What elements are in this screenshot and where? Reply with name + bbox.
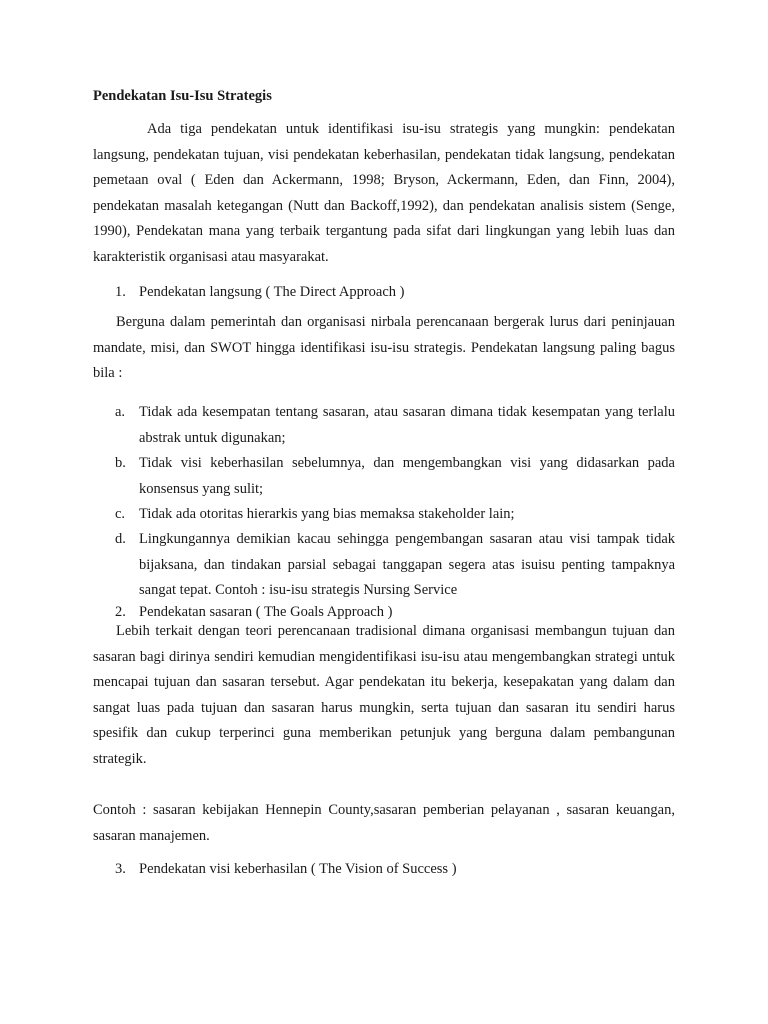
section-2-example: Contoh : sasaran kebijakan Hennepin County,sasaran pemberian pelayanan , sasaran keuangan, sasaran manajemen. (93, 802, 675, 844)
list-letter: b. (115, 455, 126, 471)
list-letter: d. (115, 531, 126, 547)
section-number: 3. (115, 861, 126, 877)
list-letter: a. (115, 404, 126, 420)
list-item-text: Tidak ada otoritas hierarkis yang bias memaksa stakeholder lain; (139, 506, 515, 522)
intro-paragraph: Ada tiga pendekatan untuk identifikasi isu-isu strategis yang mungkin: pendekatan langsung, pendekatan tujuan, visi pendekatan keberhasilan, pendekatan tidak langsung, pendekatan pemetaan oval ( Eden dan Ackermann, 1998; Bryson, Ackermann, Eden, dan Finn, 2004), pendekatan masalah ketegangan (Nutt dan Backoff,1992), dan pendekatan analisis sistem (Senge, 1990), Pendekatan mana yang terbaik tergantung pada sifat dari lingkungan yang lebih luas dan karakteristik organisasi atau masyarakat. (93, 121, 675, 265)
section-2-paragraph: Lebih terkait dengan teori perencanaan tradisional dimana organisasi membangun tujuan dan sasaran bagi dirinya sendiri kemudian mengidentifikasi isu-isu atau mengembangkan strategi untuk mencapai tujuan dan sasaran tersebut. Agar pendekatan itu bekerja, kesepakatan yang dalam dan sangat luas pada tujuan dan sasaran harus mungkin, serta tujuan dan sasaran itu sendiri harus spesifik dan cukup terperinci guna memberikan petunjuk yang berguna dalam pembangunan strategik. (93, 623, 675, 767)
section-heading-text: Pendekatan sasaran ( The Goals Approach ) (139, 604, 393, 620)
list-letter: c. (115, 506, 126, 522)
list-item-text: Tidak ada kesempatan tentang sasaran, atau sasaran dimana tidak kesempatan yang terlalu abstrak untuk digunakan; (139, 404, 675, 446)
section-number: 1. (115, 284, 126, 300)
document-title: Pendekatan Isu-Isu Strategis (93, 88, 272, 104)
list-item-text: Lingkungannya demikian kacau sehingga pengembangan sasaran atau visi tampak tidak bijaksana, dan tindakan parsial sebagai tanggapan segera atas isuisu penting tampaknya sangat tepat. Contoh : isu-isu strategis Nursing Service (139, 531, 675, 598)
section-heading-text: Pendekatan visi keberhasilan ( The Vision of Success ) (139, 861, 457, 877)
list-item-text: Tidak visi keberhasilan sebelumnya, dan mengembangkan visi yang didasarkan pada konsensus yang sulit; (139, 455, 675, 497)
section-number: 2. (115, 604, 126, 620)
section-heading-text: Pendekatan langsung ( The Direct Approach ) (139, 284, 405, 300)
section-1-paragraph: Berguna dalam pemerintah dan organisasi nirbala perencanaan bergerak lurus dari peninjauan mandate, misi, dan SWOT hingga identifikasi isu-isu strategis. Pendekatan langsung paling bagus bila : (93, 314, 675, 381)
